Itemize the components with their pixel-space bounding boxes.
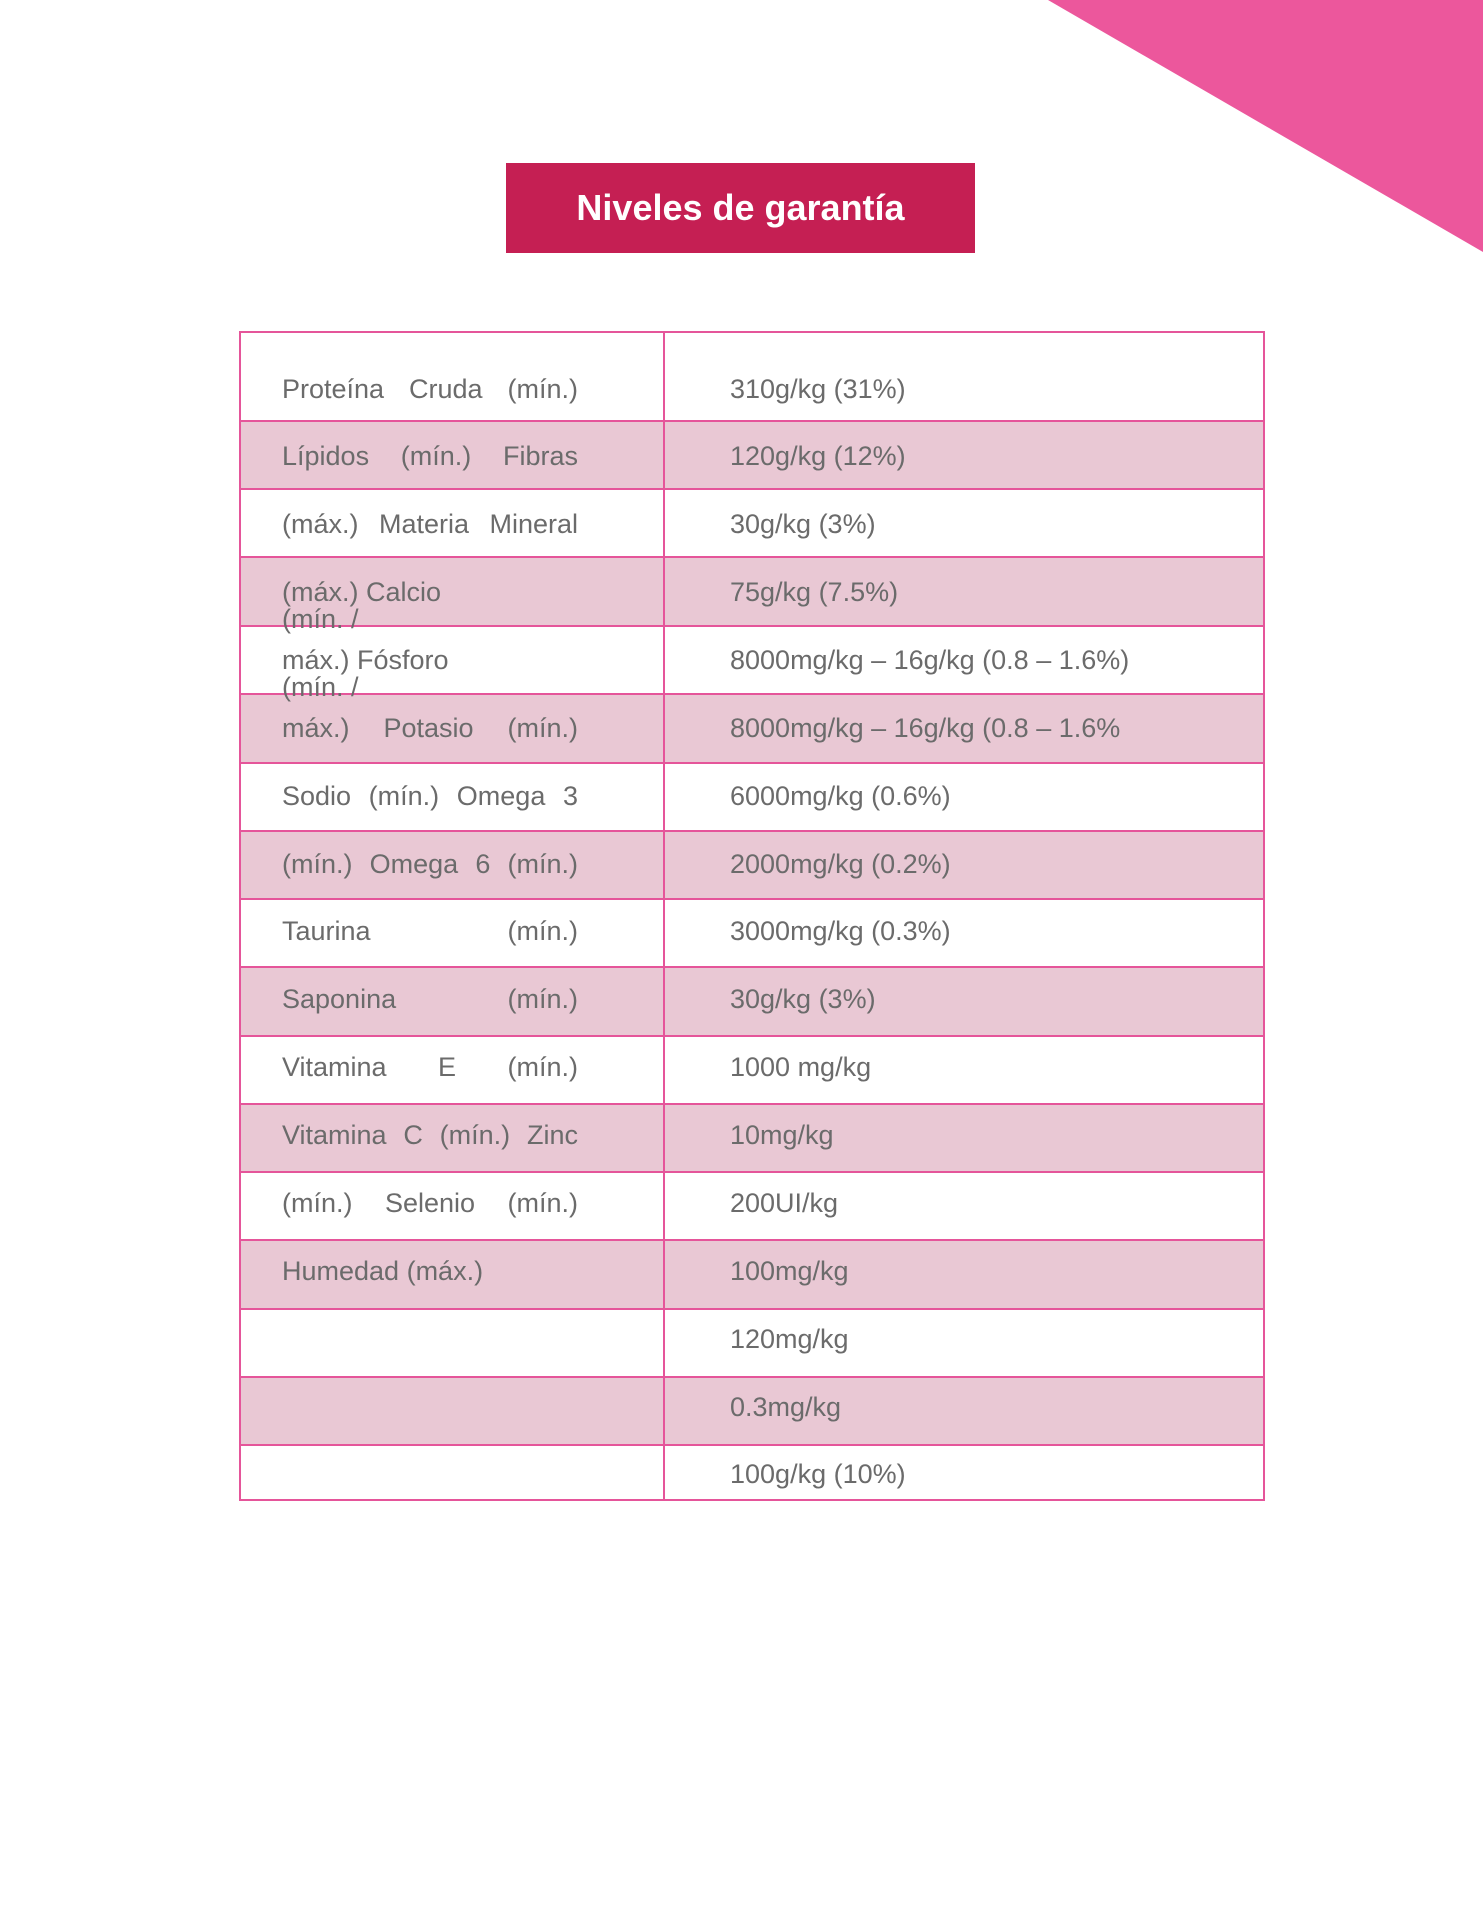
- label-line: Humedad (máx.): [282, 1256, 484, 1286]
- label-line: (mín. /: [282, 604, 359, 634]
- label-line: (máx.) Calcio: [282, 577, 442, 607]
- label-line: (máx.) Materia Mineral: [282, 509, 578, 539]
- label-line: máx.) Fósforo: [282, 645, 449, 675]
- value-cell: 120g/kg (12%): [730, 441, 906, 471]
- label-line: Vitamina C (mín.) Zinc: [282, 1120, 578, 1150]
- label-line: (mín. /: [282, 672, 359, 702]
- label-line: (mín.) Selenio (mín.): [282, 1188, 578, 1218]
- value-cell: 30g/kg (3%): [730, 509, 876, 539]
- value-cell: 3000mg/kg (0.3%): [730, 916, 951, 946]
- label-line: (mín.) Omega 6 (mín.): [282, 849, 578, 879]
- value-cell: 75g/kg (7.5%): [730, 577, 899, 607]
- label-line: Proteína Cruda (mín.): [282, 374, 578, 404]
- label-line: Saponina (mín.): [282, 984, 578, 1014]
- value-cell: 100g/kg (10%): [730, 1459, 906, 1489]
- guarantee-table: [239, 331, 1265, 1501]
- label-line: Vitamina E (mín.): [282, 1052, 578, 1082]
- value-cell: 30g/kg (3%): [730, 984, 876, 1014]
- value-cell: 8000mg/kg – 16g/kg (0.8 – 1.6%): [730, 645, 1130, 675]
- value-cell: 2000mg/kg (0.2%): [730, 849, 951, 879]
- column-divider: [663, 333, 665, 1499]
- page-title: Niveles de garantía: [506, 163, 975, 253]
- value-cell: 8000mg/kg – 16g/kg (0.8 – 1.6%: [730, 713, 1121, 743]
- value-cell: 6000mg/kg (0.6%): [730, 781, 951, 811]
- value-cell: 100mg/kg: [730, 1256, 849, 1286]
- value-cell: 120mg/kg: [730, 1324, 849, 1354]
- label-line: Taurina (mín.): [282, 916, 578, 946]
- value-cell: 1000 mg/kg: [730, 1052, 872, 1082]
- value-cell: 10mg/kg: [730, 1120, 834, 1150]
- label-line: Sodio (mín.) Omega 3: [282, 781, 578, 811]
- corner-decoration: [1048, 0, 1483, 252]
- label-line: máx.) Potasio (mín.): [282, 713, 578, 743]
- label-line: Lípidos (mín.) Fibras: [282, 441, 578, 471]
- value-cell: 310g/kg (31%): [730, 374, 906, 404]
- value-cell: 200UI/kg: [730, 1188, 839, 1218]
- value-cell: 0.3mg/kg: [730, 1392, 842, 1422]
